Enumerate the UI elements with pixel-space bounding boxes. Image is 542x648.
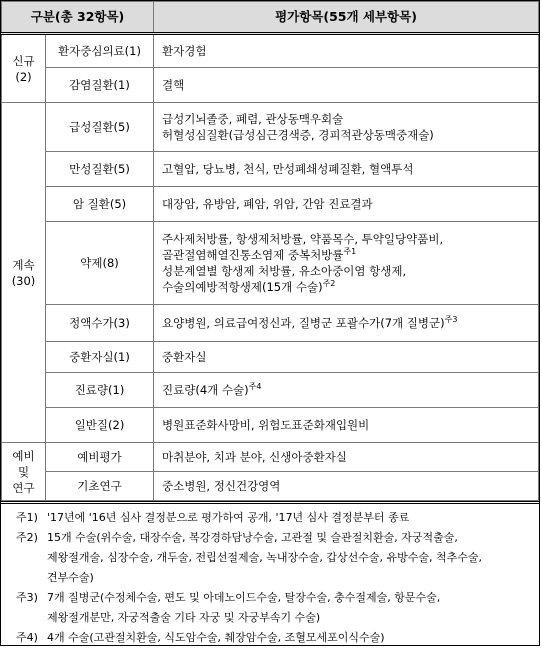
item-text: 요양병원, 의료급여정신과, 질병군 포괄수가(7개 질병군) bbox=[162, 316, 445, 330]
item-cell bbox=[154, 373, 539, 408]
item-line: 성분계열별 항생제 처방률, 유소아중이염 항생제, bbox=[162, 264, 407, 278]
item-cell: 마취분야, 치과 분야, 신생아중환자실 bbox=[154, 443, 539, 472]
footnote-tag: 주3) bbox=[16, 591, 38, 604]
item-line: 주사제처방률, 항생제처방률, 약품목수, 투약일당약품비, bbox=[162, 232, 444, 246]
item-line bbox=[162, 247, 534, 263]
item-cell: 환자경험 bbox=[154, 34, 539, 68]
table-row bbox=[2, 103, 539, 152]
sub-category: 중환자실(1) bbox=[46, 342, 154, 373]
sub-category: 만성질환(5) bbox=[46, 152, 154, 187]
sub-category: 예비평가 bbox=[46, 443, 154, 472]
group-label-continuing bbox=[2, 103, 46, 443]
sub-category: 진료량(1) bbox=[46, 373, 154, 408]
footnote-line: '17년에 '16년 심사 결정분으로 평가하여 공개, '17년 심사 결정분부터 종료 bbox=[47, 511, 410, 524]
sub-category: 약제(8) bbox=[46, 222, 154, 305]
table-row bbox=[2, 408, 539, 443]
footnote-line: 15개 수술(위수술, 대장수술, 복강경하담낭수술, 고관절 및 슬관절치환술, 자궁적출술, bbox=[47, 531, 458, 544]
group-label: 예비 및 연구 bbox=[12, 448, 35, 495]
footnote bbox=[7, 588, 533, 628]
table-row bbox=[2, 222, 539, 305]
item-cell bbox=[154, 222, 539, 305]
sub-category: 감염질환(1) bbox=[46, 68, 154, 103]
item-cell: 중소병원, 정신건강영역 bbox=[154, 472, 539, 501]
item-cell: 병원표준화사망비, 위험도표준화재입원비 bbox=[154, 408, 539, 443]
item-text: 수술의예방적항생제(15개 수술) bbox=[162, 280, 323, 294]
table-row bbox=[2, 342, 539, 373]
item-cell bbox=[154, 305, 539, 342]
footnote-mark: 주1 bbox=[343, 247, 357, 257]
footnote-body bbox=[47, 628, 533, 648]
footnote-tag: 주1) bbox=[16, 511, 38, 524]
footnote-mark: 주4 bbox=[248, 382, 262, 392]
table-row bbox=[2, 68, 539, 103]
item-cell: 중환자실 bbox=[154, 342, 539, 373]
footnote-tag: 주4) bbox=[16, 631, 38, 644]
footnote-line: 4개 수술(고관절치환술, 식도암수술, 췌장암수술, 조혈모세포이식수술) bbox=[47, 631, 385, 644]
footnote bbox=[7, 508, 533, 528]
evaluation-table bbox=[1, 1, 539, 501]
sub-category: 정액수가(3) bbox=[46, 305, 154, 342]
table-row bbox=[2, 373, 539, 408]
footnote-mark: 주3 bbox=[444, 315, 458, 325]
table-row bbox=[2, 34, 539, 68]
table-row bbox=[2, 472, 539, 501]
footnote-body bbox=[47, 528, 533, 588]
footnote-line: 7개 질병군(수정체수술, 편도 및 아데노이드수술, 탈장수술, 충수절제술, 항문수술, bbox=[47, 591, 441, 604]
sub-category: 환자중심의료(1) bbox=[46, 34, 154, 68]
sub-category: 일반질(2) bbox=[46, 408, 154, 443]
table-row bbox=[2, 152, 539, 187]
footnotes bbox=[1, 501, 539, 648]
group-label: 계속 (30) bbox=[11, 257, 36, 288]
item-cell: 대장암, 유방암, 폐암, 위암, 간암 진료결과 bbox=[154, 187, 539, 222]
group-label-new bbox=[2, 34, 46, 103]
item-line: 허혈성심질환(급성심근경색증, 경피적관상동맥중재술) bbox=[162, 128, 434, 142]
header-items: 평가항목(55개 세부항목) bbox=[154, 2, 539, 34]
item-cell: 결핵 bbox=[154, 68, 539, 103]
footnote bbox=[7, 628, 533, 648]
footnote-line: 견부수술) bbox=[47, 571, 94, 584]
table-row bbox=[2, 305, 539, 342]
footnote-line: 제왕절개술, 심장수술, 개두술, 전립선절제술, 녹내장수술, 갑상선수술, 유방수술, 척추수술, bbox=[47, 551, 482, 564]
group-label-research bbox=[2, 443, 46, 501]
table-row bbox=[2, 443, 539, 472]
item-line: 급성기뇌졸중, 폐렴, 관상동맥우회술 bbox=[162, 112, 344, 126]
item-cell: 고혈압, 당뇨병, 천식, 만성폐쇄성폐질환, 혈액투석 bbox=[154, 152, 539, 187]
item-line bbox=[162, 279, 534, 295]
sub-category: 암 질환(5) bbox=[46, 187, 154, 222]
footnote bbox=[7, 528, 533, 588]
table-header-row bbox=[2, 2, 539, 34]
item-text: 진료량(4개 수술) bbox=[162, 383, 249, 397]
header-category: 구분(총 32항목) bbox=[2, 2, 154, 34]
footnote-line: 제왕절개분만, 자궁적출술 기타 자궁 및 자궁부속기 수술) bbox=[47, 611, 321, 624]
footnote-tag: 주2) bbox=[16, 531, 38, 544]
table-row bbox=[2, 187, 539, 222]
item-cell bbox=[154, 103, 539, 152]
sub-category: 급성질환(5) bbox=[46, 103, 154, 152]
group-label: 신규 (2) bbox=[12, 53, 35, 84]
footnote-body bbox=[47, 588, 533, 628]
item-text: 골관절염해열진통소염제 중복처방률 bbox=[162, 248, 344, 262]
footnote-body bbox=[47, 508, 533, 528]
footnote-mark: 주2 bbox=[322, 279, 336, 289]
sub-category: 기초연구 bbox=[46, 472, 154, 501]
